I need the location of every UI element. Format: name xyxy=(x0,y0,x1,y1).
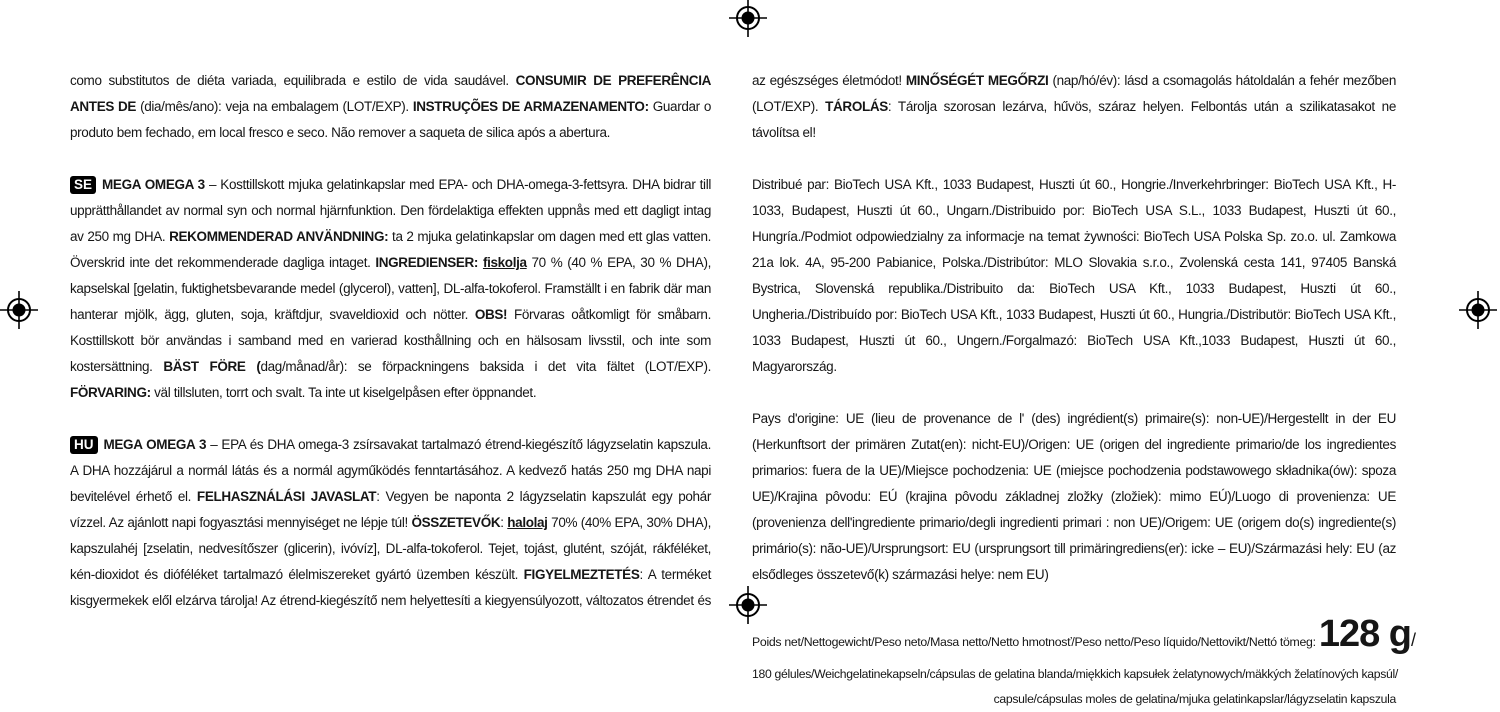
text-segment-bold: TÁROLÁS xyxy=(825,99,888,114)
text-segment-bold: ÖSSZETEVŐK xyxy=(411,515,501,530)
paragraph-quality-hu xyxy=(752,68,1396,146)
text-segment: (nap/hó/év): lásd a csomagolás hátoldalán a fehér mezőben (LOT/EXP). xyxy=(752,73,1396,114)
text-segment: 70% (40% EPA, 30% DHA), kapszulahéj [zselatin, nedvesítőszer (glicerin), ivóvíz], DL-alfa-tokoferol. Tejet, tojást, glutént, szóját, rákféléket, kén-dioxidot és dióféléket tartalmazó élelmiszereket gyártó üzemben készült. xyxy=(70,515,712,582)
text-segment: : Vegyen be naponta 2 lágyzselatin kapszulát egy pohár vízzel. Az ajánlott napi fogyasztási mennyiséget ne lépje túl! xyxy=(70,489,711,530)
registration-mark-right-icon xyxy=(1459,291,1497,329)
text-segment: Guardar o produto bem fechado, em local fresco e seco. Não remover a saqueta de silica após a abertura. xyxy=(70,99,711,140)
text-segment-bold: REKOMMENDERAD ANVÄNDNING: xyxy=(169,229,389,244)
text-segment: az egészséges életmódot! xyxy=(752,73,906,88)
lang-badge-se: SE xyxy=(70,176,96,194)
lang-badge-hu: HU xyxy=(70,436,98,454)
text-segment-bold: INGREDIENSER: xyxy=(375,255,483,270)
text-segment-bold-underline: halolaj xyxy=(507,515,548,530)
text-segment: Förvaras oåtkomligt för småbarn. Kosttillskott bör användas i samband med en varierad kosthållning och en hälsosam livsstil, och inte som kostersättning. xyxy=(70,307,711,374)
text-segment-bold: CONSUMIR DE PREFERÊNCIA ANTES DE xyxy=(70,73,711,114)
text-segment-bold: INSTRUÇÕES DE ARMAZENAMENTO: xyxy=(412,99,649,114)
paragraph-origin: Pays d'origine: UE (lieu de provenance de l' (des) ingrédient(s) primaire(s): non-UE)/Hergestellt in der EU (Herkunftsort der primären Zutat(en): nicht-EU)/Origen: UE (origen del ingrediente primario/de los ingredientes primarios: fuera de la UE)/Miejsce pochodzenia: UE (miejsce pochodzenia podstawowego składnika(ów): spoza UE)/Krajina pôvodu: EÚ (krajina pôvodu základnej zložky (zložiek): mimo EÚ)/Luogo di provenienza: UE (provenienza dell'ingrediente primario/degli ingredienti primari : non UE)/Origem: UE (origem do(s) ingrediente(s) primário(s): não-UE)/Ursprungsort: EU (ursprungsort till primäringrediens(er): icke – EU)/Származási hely: EU (az elsődleges összetevő(k) származási helye: nem EU) xyxy=(752,411,1396,582)
paragraph-hungarian xyxy=(70,432,711,614)
net-weight-block xyxy=(752,613,1417,712)
text-segment-bold: OBS! xyxy=(474,307,508,322)
text-segment-bold: FIGYELMEZTETÉS xyxy=(523,567,640,582)
product-name: MEGA OMEGA 3 xyxy=(103,437,207,452)
text-segment-bold: FELHASZNÁLÁSI JAVASLAT xyxy=(196,489,377,504)
registration-mark-top-icon xyxy=(729,0,767,37)
text-segment: como substitutos de diéta variada, equilibrada e estilo de vida saudável. xyxy=(70,73,516,88)
paragraph-swedish xyxy=(70,172,711,406)
text-segment: : Tárolja szorosan lezárva, hűvös, száraz helyen. Felbontás után a szilikatasakot ne távolítsa el! xyxy=(752,99,1396,140)
net-weight-labels: Poids net/Nettogewicht/Peso neto/Masa netto/Netto hmotnosť/Peso netto/Peso líquido/Nettovikt/Nettó tömeg: xyxy=(752,635,1319,649)
text-segment: – Kosttillskott mjuka gelatinkapslar med EPA- och DHA-omega-3-fettsyra. DHA bidrar till upprätthållandet av normal syn och normal hjärnfunktion. Den fördelaktiga effekten uppnås med ett dagligt intag av 250 mg DHA. xyxy=(70,177,711,244)
text-segment: : xyxy=(500,515,508,530)
product-name: MEGA OMEGA 3 xyxy=(102,177,205,192)
paragraph-distributors: Distribué par: BioTech USA Kft., 1033 Budapest, Huszti út 60., Hongrie./Inverkehrbringer: BioTech USA Kft., H-1033, Budapest, Huszti út 60., Ungarn./Distribuido por: BioTech USA S.L., 1033 Budapest, Huszti út 60., Hungría./Podmiot odpowiedzialny za informacje na temat żywności: BioTech USA Polska Sp. zo.o. ul. Zamkowa 21a lok. 4A, 95-200 Pabianice, Polska./Distribútor: MLO Slovakia s.r.o., Zvolenská cesta 141, 97405 Banská Bystrica, Slovenská republika./Distribuito da: BioTech USA Kft., 1033 Budapest, Huszti út 60., Ungheria./Distribuído por: BioTech USA Kft., 1033 Budapest, Huszti út 60., Hungria./Distributör: BioTech USA Kft., 1033 Budapest, Huszti út 60., Ungern./Forgalmazó: BioTech USA Kft.,1033 Budapest, Huszti út 60., Magyarország. xyxy=(752,177,1396,374)
text-segment: väl tillsluten, torrt och svalt. Ta inte ut kiselgelpåsen efter öppnandet. xyxy=(150,385,537,400)
text-segment: – EPA és DHA omega-3 zsírsavakat tartalmazó étrend-kiegészítő lágyzselatin kapszula. A DHA hozzájárul a normál látás és a normál agyműködés fenntartásához. A kedvező hatás 250 mg DHA napi bevitelével érhető el. xyxy=(70,437,711,504)
text-segment: 70 % (40 % EPA, 30 % DHA), kapselskal [gelatin, fuktighetsbevarande medel (glycerol), vatten], DL-alfa-tokoferol. Framställt i en fabrik där man hanterar mjölk, ägg, gluten, soja, kräftdjur, svaveldioxid och nötter. xyxy=(70,255,711,322)
left-text-column xyxy=(70,68,711,640)
net-weight-value: 128 g xyxy=(1318,613,1411,655)
paragraph-portuguese xyxy=(70,68,711,146)
net-weight-line xyxy=(752,613,1417,662)
text-segment-bold: MINŐSÉGÉT MEGŐRZI xyxy=(905,73,1049,88)
text-segment-bold: BÄST FÖRE ( xyxy=(163,359,261,374)
text-segment: : A terméket kisgyermekek elől elzárva tárolja! Az étrend-kiegészítő nem helyettesíti a kiegyensúlyozott, változatos étrendet és xyxy=(70,567,711,608)
capsule-type-line: capsule/cápsulas moles de gelatina/mjuka gelatinkapslar/lágyzselatin kapszula xyxy=(993,692,1396,706)
text-segment: (dia/mês/ano): veja na embalagem (LOT/EXP). xyxy=(136,99,413,114)
text-segment: ta 2 mjuka gelatinkapslar om dagen med ett glas vatten. Överskrid inte det rekommenderade dagliga intaget. xyxy=(70,229,711,270)
text-segment-bold-underline: fiskolja xyxy=(482,255,527,270)
net-weight-unit-slash: / xyxy=(1411,630,1417,650)
text-segment-bold: FÖRVARING: xyxy=(70,385,151,400)
capsule-count-line: 180 gélules/Weichgelatinekapseln/cápsulas de gelatina blanda/miękkich kapsułek żelatynowych/mäkkých želatínových kapsúl/ xyxy=(752,667,1398,681)
right-text-column xyxy=(752,68,1417,712)
text-segment: dag/månad/år): se förpackningens baksida i det vita fältet (LOT/EXP). xyxy=(260,359,711,374)
registration-mark-left-icon xyxy=(0,291,38,329)
